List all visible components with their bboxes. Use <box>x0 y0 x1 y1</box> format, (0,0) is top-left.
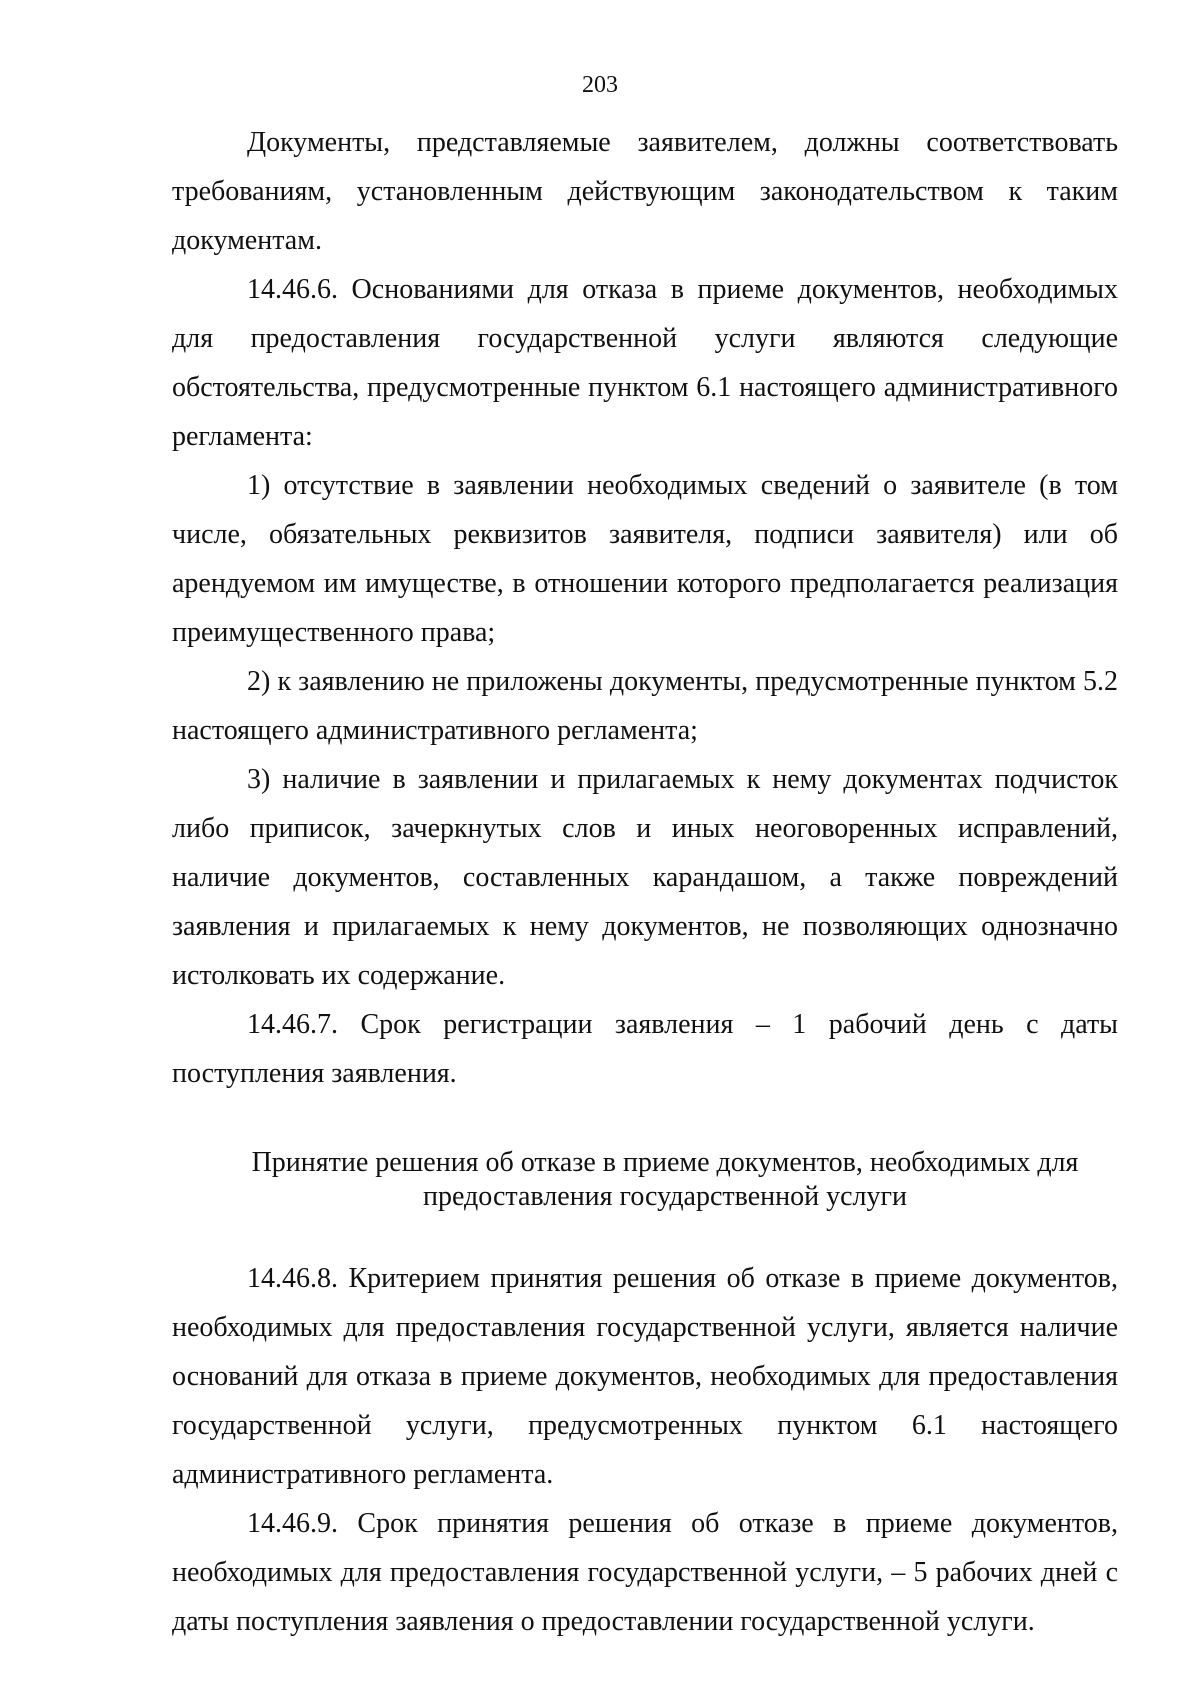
paragraph-14-46-9: 14.46.9. Срок принятия решения об отказе в приеме документов, необходимых для предоставления государственной услуги, – 5 рабочих дней с даты поступления заявления о предоставлении государственной услуги. <box>172 1508 1118 1637</box>
page-number: 203 <box>582 72 618 98</box>
section-heading-line-2: предоставления государственной услуги <box>423 1181 907 1212</box>
document-body <box>172 118 1118 1646</box>
list-item-3: 3) наличие в заявлении и прилагаемых к нему документах подчисток либо приписок, зачеркнутых слов и иных неоговоренных исправлений, наличие документов, составленных карандашом, а также повреждений заявления и прилагаемых к нему документов, не позволяющих однозначно истолковать их содержание. <box>172 764 1118 991</box>
section-heading-line-1: Принятие решения об отказе в приеме документов, необходимых для <box>251 1147 1079 1178</box>
paragraph-14-46-7: 14.46.7. Срок регистрации заявления – 1 рабочий день с даты поступления заявления. <box>172 1009 1118 1089</box>
list-item-2: 2) к заявлению не приложены документы, предусмотренные пунктом 5.2 настоящего административного регламента; <box>172 666 1118 746</box>
paragraph-14-46-6: 14.46.6. Основаниями для отказа в приеме документов, необходимых для предоставления государственной услуги являются следующие обстоятельства, предусмотренные пунктом 6.1 настоящего административного регламента: <box>172 274 1118 452</box>
list-item-1: 1) отсутствие в заявлении необходимых сведений о заявителе (в том числе, обязательных реквизитов заявителя, подписи заявителя) или об арендуемом им имуществе, в отношении которого предполагается реализация преимущественного права; <box>172 470 1118 648</box>
section-heading <box>172 1146 1118 1214</box>
paragraph-14-46-8: 14.46.8. Критерием принятия решения об отказе в приеме документов, необходимых для предоставления государственной услуги, является наличие оснований для отказа в приеме документов, необходимых для предоставления государственной услуги, предусмотренных пунктом 6.1 настоящего административного регламента. <box>172 1263 1118 1490</box>
paragraph-documents-requirements: Документы, представляемые заявителем, должны соответствовать требованиям, установленным действующим законодательством к таким документам. <box>172 127 1118 256</box>
